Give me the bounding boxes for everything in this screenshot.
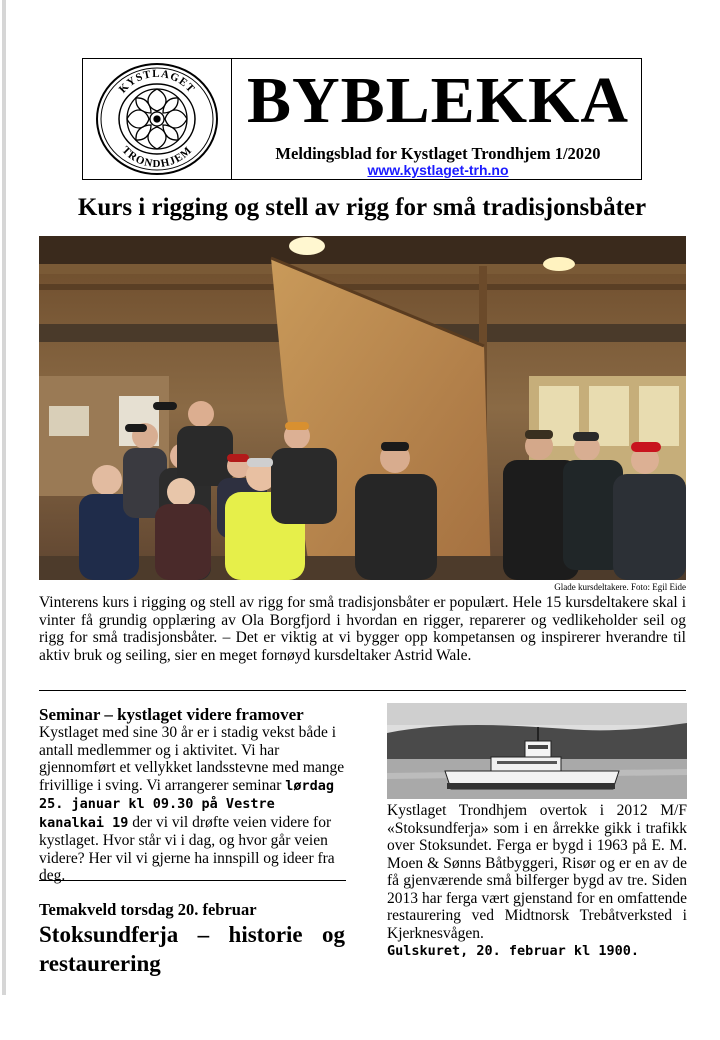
website-link[interactable]: www.kystlaget-trh.no — [367, 162, 509, 178]
course-participants-photo — [39, 236, 686, 580]
seminar-paragraph — [39, 724, 345, 885]
seal-text-bottom: TRONDHJEM — [119, 144, 195, 171]
main-headline: Kurs i rigging og stell av rigg for små tradisjonsbåter — [77, 194, 647, 221]
photo-caption: Glade kursdeltakere. Foto: Egil Eide — [554, 582, 686, 592]
masthead — [82, 58, 642, 180]
lead-paragraph: Vinterens kurs i rigging og stell av rigg for små tradisjonsbåter er populært. Hele 15 kursdeltakere skal i vinter få grundig opplæring av Ola Borgfjord i hvordan en rigger, reparerer og vedlikeholder seil og rigg for små tradisjonsbåter. – Det er viktig at vi bygger opp kompetansen og inspirerer hverandre til aktiv bruk og seiling, sier en meget fornøyd kursdeltaker Astrid Wale. — [39, 594, 686, 664]
newsletter-title: BYBLEKKA — [246, 64, 630, 137]
kystlaget-seal-logo — [93, 61, 221, 177]
svg-text:TRONDHJEM — [119, 144, 194, 170]
logo-box — [83, 59, 232, 179]
ferry-description: Kystlaget Trondhjem overtok i 2012 M/F «Stoksundferja» som i en årrekke gikk i trafikk over Stoksundet. Ferga er bygd i 1963 på E. M. Moen & Sønns Båtbyggeri, Risør og er en av de få gjenværende små bilferger bygd av tre. Siden 2013 har ferga vært gjenstand for en omfattende restaurering ved Midtnorsk Trebåtverksted i Kjerknesvågen. — [387, 802, 687, 942]
section-divider — [39, 690, 686, 691]
temakveld-date-heading: Temakveld torsdag 20. februar — [39, 900, 257, 919]
svg-text:KYSTLAGET — [117, 68, 198, 96]
ferry-event-time: Gulskuret, 20. februar kl 1900. — [387, 943, 639, 959]
ferry-paragraph — [387, 802, 687, 961]
column-divider — [39, 880, 346, 881]
seminar-text-part2: der vi vil drøfte veien videre for kystlaget. Hvor står vi i dag, og hvor går veien videre? Her vil vi gjerne ha innspill og ideer fra deg. — [39, 813, 335, 884]
temakveld-title: Stoksundferja – historie og restaurering — [39, 922, 345, 976]
newsletter-subtitle: Meldingsblad for Kystlaget Trondhjem 1/2020 — [275, 144, 601, 163]
ferry-photo — [387, 703, 687, 799]
seminar-text-part1: Kystlaget med sine 30 år er i stadig vekst både i antall medlemmer og i aktivitet. Vi har gjennomført et vellykket landsstevne med mange frivillige i sving. Vi arrangerer seminar — [39, 724, 345, 794]
page-edge-line — [2, 0, 6, 995]
seminar-heading: Seminar – kystlaget videre framover — [39, 705, 304, 724]
seminar-date-location: lørdag 25. januar kl 09.30 på Vestre kanalkai 19 — [39, 777, 335, 831]
seal-text-top: KYSTLAGET — [116, 67, 198, 96]
